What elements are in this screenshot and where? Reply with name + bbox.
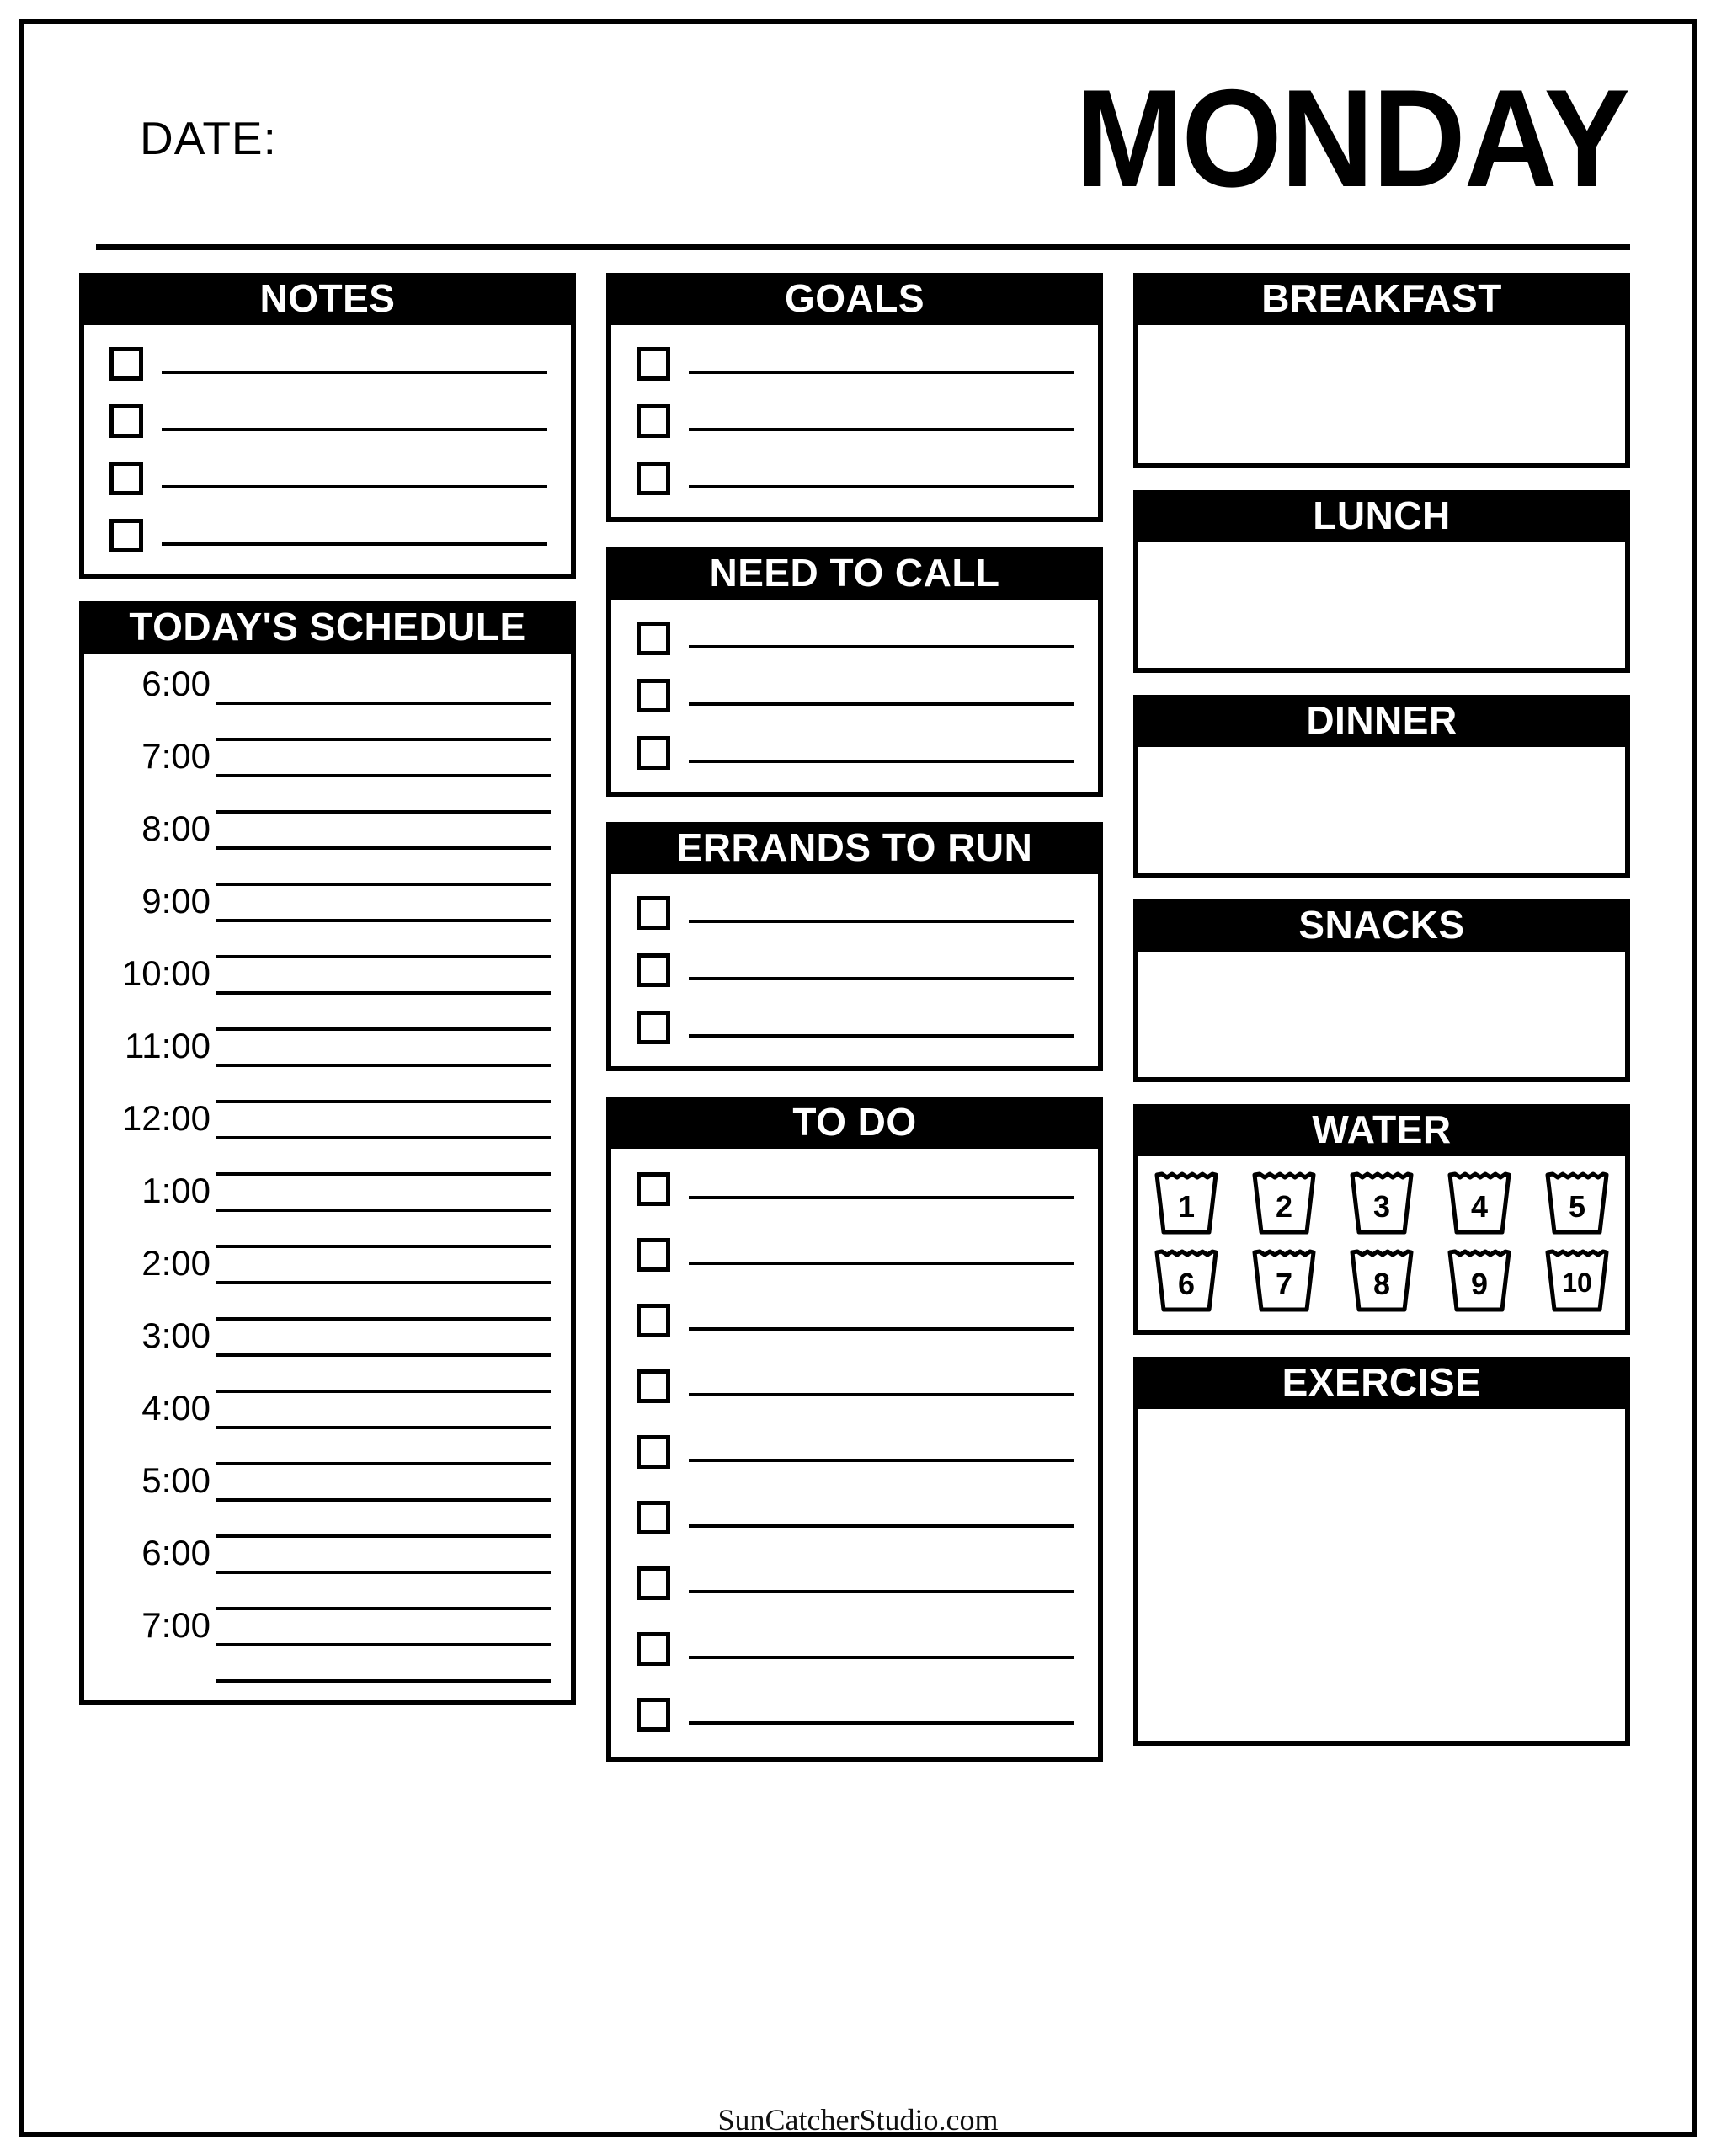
date-label: DATE: — [140, 112, 277, 164]
list-item[interactable] — [109, 347, 547, 381]
water-glass-icon[interactable] — [1150, 1247, 1223, 1315]
schedule-time: 2:00 — [141, 1243, 211, 1283]
write-line[interactable] — [216, 1136, 551, 1139]
write-line[interactable] — [216, 955, 551, 958]
write-line[interactable] — [162, 428, 547, 431]
schedule-row[interactable] — [103, 1098, 551, 1139]
checkbox-icon[interactable] — [637, 1304, 670, 1337]
schedule-time: 12:00 — [121, 1098, 211, 1138]
planner-columns — [79, 273, 1637, 1768]
write-line[interactable] — [216, 1317, 551, 1321]
exercise-write-area[interactable] — [1133, 1409, 1630, 1746]
write-line[interactable] — [689, 920, 1074, 923]
write-line[interactable] — [216, 1426, 551, 1429]
write-line[interactable] — [216, 1390, 551, 1393]
checkbox-icon[interactable] — [637, 1566, 670, 1600]
schedule-time: 4:00 — [141, 1388, 211, 1428]
write-line[interactable] — [689, 428, 1074, 431]
water-row-1 — [1150, 1170, 1613, 1237]
water-glass-number: 6 — [1177, 1267, 1196, 1301]
goals-body — [606, 325, 1103, 522]
write-line[interactable] — [216, 1679, 551, 1683]
list-item[interactable] — [637, 1238, 1074, 1272]
checkbox-icon[interactable] — [637, 1632, 670, 1666]
schedule-body — [79, 654, 576, 1705]
write-line[interactable] — [689, 977, 1074, 980]
water-glass-icon[interactable] — [1248, 1170, 1320, 1237]
schedule-row[interactable] — [103, 1646, 551, 1683]
notes-body — [79, 325, 576, 579]
goals-section — [606, 273, 1103, 522]
list-item[interactable] — [109, 519, 547, 552]
write-line[interactable] — [162, 542, 547, 546]
need-to-call-section — [606, 547, 1103, 797]
schedule-row[interactable] — [103, 808, 551, 850]
checkbox-icon[interactable] — [637, 679, 670, 712]
dinner-write-area[interactable] — [1133, 747, 1630, 878]
todo-body — [606, 1149, 1103, 1762]
left-column — [79, 273, 576, 1705]
write-line[interactable] — [216, 1353, 551, 1357]
water-glass-number: 3 — [1372, 1189, 1391, 1224]
schedule-row[interactable] — [103, 664, 551, 705]
todo-section — [606, 1097, 1103, 1762]
list-item[interactable] — [637, 1566, 1074, 1600]
schedule-row[interactable] — [103, 1388, 551, 1429]
notes-section — [79, 273, 576, 579]
checkbox-icon[interactable] — [109, 347, 143, 381]
checkbox-icon[interactable] — [109, 462, 143, 495]
write-line[interactable] — [689, 1327, 1074, 1331]
checkbox-icon[interactable] — [637, 736, 670, 770]
water-row-2 — [1150, 1247, 1613, 1315]
goals-rows — [611, 325, 1098, 517]
schedule-row[interactable] — [103, 1171, 551, 1212]
schedule-row[interactable] — [103, 736, 551, 777]
water-glass-icon[interactable] — [1443, 1247, 1516, 1315]
list-item[interactable] — [637, 404, 1074, 438]
schedule-row[interactable] — [103, 1026, 551, 1067]
schedule-time: 7:00 — [141, 736, 211, 776]
need-to-call-body — [606, 600, 1103, 797]
notes-rows — [84, 325, 571, 574]
write-line[interactable] — [689, 371, 1074, 374]
checkbox-icon[interactable] — [637, 896, 670, 930]
write-line[interactable] — [689, 485, 1074, 488]
write-line[interactable] — [216, 1462, 551, 1465]
errands-title: ERRANDS TO RUN — [606, 822, 1103, 874]
write-line[interactable] — [689, 1590, 1074, 1593]
checkbox-icon[interactable] — [637, 1698, 670, 1732]
dinner-title: DINNER — [1133, 695, 1630, 747]
write-line[interactable] — [689, 702, 1074, 706]
footer-credit: SunCatcherStudio.com — [717, 2103, 999, 2137]
checkbox-icon[interactable] — [109, 519, 143, 552]
write-line[interactable] — [689, 1262, 1074, 1265]
lunch-section — [1133, 490, 1630, 673]
schedule-rows — [84, 654, 571, 1700]
write-line[interactable] — [216, 1571, 551, 1574]
errands-body — [606, 874, 1103, 1071]
water-glass-number: 2 — [1275, 1189, 1293, 1224]
write-line[interactable] — [216, 810, 551, 814]
write-line[interactable] — [216, 1100, 551, 1103]
write-line[interactable] — [216, 1607, 551, 1610]
schedule-row[interactable] — [103, 881, 551, 922]
list-item[interactable] — [109, 404, 547, 438]
list-item[interactable] — [637, 347, 1074, 381]
water-glass-icon[interactable] — [1346, 1170, 1418, 1237]
errands-rows — [611, 874, 1098, 1066]
list-item[interactable] — [637, 462, 1074, 495]
list-item[interactable] — [637, 1501, 1074, 1534]
page-header — [79, 61, 1637, 254]
breakfast-section — [1133, 273, 1630, 468]
schedule-row[interactable] — [103, 1315, 551, 1357]
write-line[interactable] — [216, 846, 551, 850]
water-body — [1133, 1156, 1630, 1335]
exercise-title: EXERCISE — [1133, 1357, 1630, 1409]
write-line[interactable] — [689, 1656, 1074, 1659]
write-line[interactable] — [216, 1281, 551, 1284]
list-item[interactable] — [109, 462, 547, 495]
schedule-row[interactable] — [103, 1460, 551, 1502]
checkbox-icon[interactable] — [637, 1011, 670, 1044]
write-line[interactable] — [689, 1459, 1074, 1462]
water-glass-number: 8 — [1372, 1267, 1391, 1301]
header-divider — [96, 244, 1630, 250]
water-glass-icon[interactable] — [1443, 1170, 1516, 1237]
list-item[interactable] — [637, 1011, 1074, 1044]
checkbox-icon[interactable] — [637, 622, 670, 655]
water-glass-icon[interactable] — [1541, 1170, 1613, 1237]
goals-title: GOALS — [606, 273, 1103, 325]
write-line[interactable] — [216, 1534, 551, 1538]
checkbox-icon[interactable] — [637, 1435, 670, 1469]
schedule-time: 6:00 — [141, 1533, 211, 1572]
list-item[interactable] — [637, 679, 1074, 712]
checkbox-icon[interactable] — [637, 1501, 670, 1534]
water-title: WATER — [1133, 1104, 1630, 1156]
breakfast-title: BREAKFAST — [1133, 273, 1630, 325]
write-line[interactable] — [216, 1245, 551, 1248]
write-line[interactable] — [216, 1498, 551, 1502]
schedule-time: 10:00 — [121, 953, 211, 993]
write-line[interactable] — [216, 738, 551, 741]
schedule-time: 9:00 — [141, 881, 211, 921]
write-line[interactable] — [689, 1393, 1074, 1396]
schedule-time: 11:00 — [125, 1026, 211, 1065]
dinner-section — [1133, 695, 1630, 878]
schedule-row[interactable] — [103, 1243, 551, 1284]
schedule-time: 6:00 — [141, 664, 211, 703]
lunch-title: LUNCH — [1133, 490, 1630, 542]
todo-title: TO DO — [606, 1097, 1103, 1149]
write-line[interactable] — [689, 1524, 1074, 1528]
schedule-time: 7:00 — [141, 1605, 211, 1645]
write-line[interactable] — [216, 883, 551, 886]
write-line[interactable] — [216, 1172, 551, 1176]
write-line[interactable] — [216, 774, 551, 777]
water-glass-icon[interactable] — [1346, 1247, 1418, 1315]
checkbox-icon[interactable] — [637, 1238, 670, 1272]
planner-content — [19, 19, 1697, 2137]
list-item[interactable] — [637, 1435, 1074, 1469]
checkbox-icon[interactable] — [637, 1172, 670, 1206]
write-line[interactable] — [689, 760, 1074, 763]
write-line[interactable] — [216, 991, 551, 995]
checkbox-icon[interactable] — [637, 462, 670, 495]
schedule-time: 3:00 — [141, 1315, 211, 1355]
list-item[interactable] — [637, 1369, 1074, 1403]
schedule-time: 8:00 — [141, 808, 211, 848]
schedule-title: TODAY'S SCHEDULE — [79, 601, 576, 654]
checkbox-icon[interactable] — [637, 1369, 670, 1403]
write-line[interactable] — [689, 1196, 1074, 1199]
snacks-section — [1133, 899, 1630, 1082]
middle-column — [606, 273, 1103, 1762]
write-line[interactable] — [689, 1034, 1074, 1038]
snacks-title: SNACKS — [1133, 899, 1630, 952]
breakfast-write-area[interactable] — [1133, 325, 1630, 468]
write-line[interactable] — [162, 371, 547, 374]
water-glass-number: 10 — [1562, 1267, 1592, 1298]
water-glass-number: 7 — [1275, 1267, 1293, 1301]
write-line[interactable] — [689, 1721, 1074, 1725]
write-line[interactable] — [216, 702, 551, 705]
list-item[interactable] — [637, 1304, 1074, 1337]
write-line[interactable] — [216, 919, 551, 922]
need-to-call-rows — [611, 600, 1098, 792]
list-item[interactable] — [637, 622, 1074, 655]
snacks-write-area[interactable] — [1133, 952, 1630, 1082]
list-item[interactable] — [637, 896, 1074, 930]
schedule-time: 1:00 — [141, 1171, 211, 1210]
todo-rows — [611, 1149, 1098, 1757]
water-glass-number: 4 — [1470, 1189, 1489, 1224]
list-item[interactable] — [637, 953, 1074, 987]
checkbox-icon[interactable] — [637, 347, 670, 381]
schedule-row[interactable] — [103, 953, 551, 995]
need-to-call-title: NEED TO CALL — [606, 547, 1103, 600]
water-glass-icon[interactable] — [1248, 1247, 1320, 1315]
list-item[interactable] — [637, 1632, 1074, 1666]
write-line[interactable] — [689, 645, 1074, 648]
notes-title: NOTES — [79, 273, 576, 325]
list-item[interactable] — [637, 1698, 1074, 1732]
checkbox-icon[interactable] — [637, 953, 670, 987]
exercise-section — [1133, 1357, 1630, 1746]
errands-section — [606, 822, 1103, 1071]
write-line[interactable] — [162, 485, 547, 488]
write-line[interactable] — [216, 1027, 551, 1031]
water-glass-number: 1 — [1177, 1189, 1196, 1224]
water-glass-number: 9 — [1470, 1267, 1489, 1301]
lunch-write-area[interactable] — [1133, 542, 1630, 673]
checkbox-icon[interactable] — [109, 404, 143, 438]
water-glass-icon[interactable] — [1541, 1247, 1613, 1315]
write-line[interactable] — [216, 1064, 551, 1067]
write-line[interactable] — [216, 1643, 551, 1646]
schedule-time: 5:00 — [141, 1460, 211, 1500]
water-section — [1133, 1104, 1630, 1335]
water-glass-number: 5 — [1568, 1189, 1586, 1224]
schedule-section — [79, 601, 576, 1705]
schedule-row[interactable] — [103, 1533, 551, 1574]
page-title: MONDAY — [1075, 61, 1628, 216]
schedule-row[interactable] — [103, 1605, 551, 1646]
right-column — [1133, 273, 1630, 1768]
list-item[interactable] — [637, 736, 1074, 770]
list-item[interactable] — [637, 1172, 1074, 1206]
write-line[interactable] — [216, 1209, 551, 1212]
checkbox-icon[interactable] — [637, 404, 670, 438]
water-glass-icon[interactable] — [1150, 1170, 1223, 1237]
